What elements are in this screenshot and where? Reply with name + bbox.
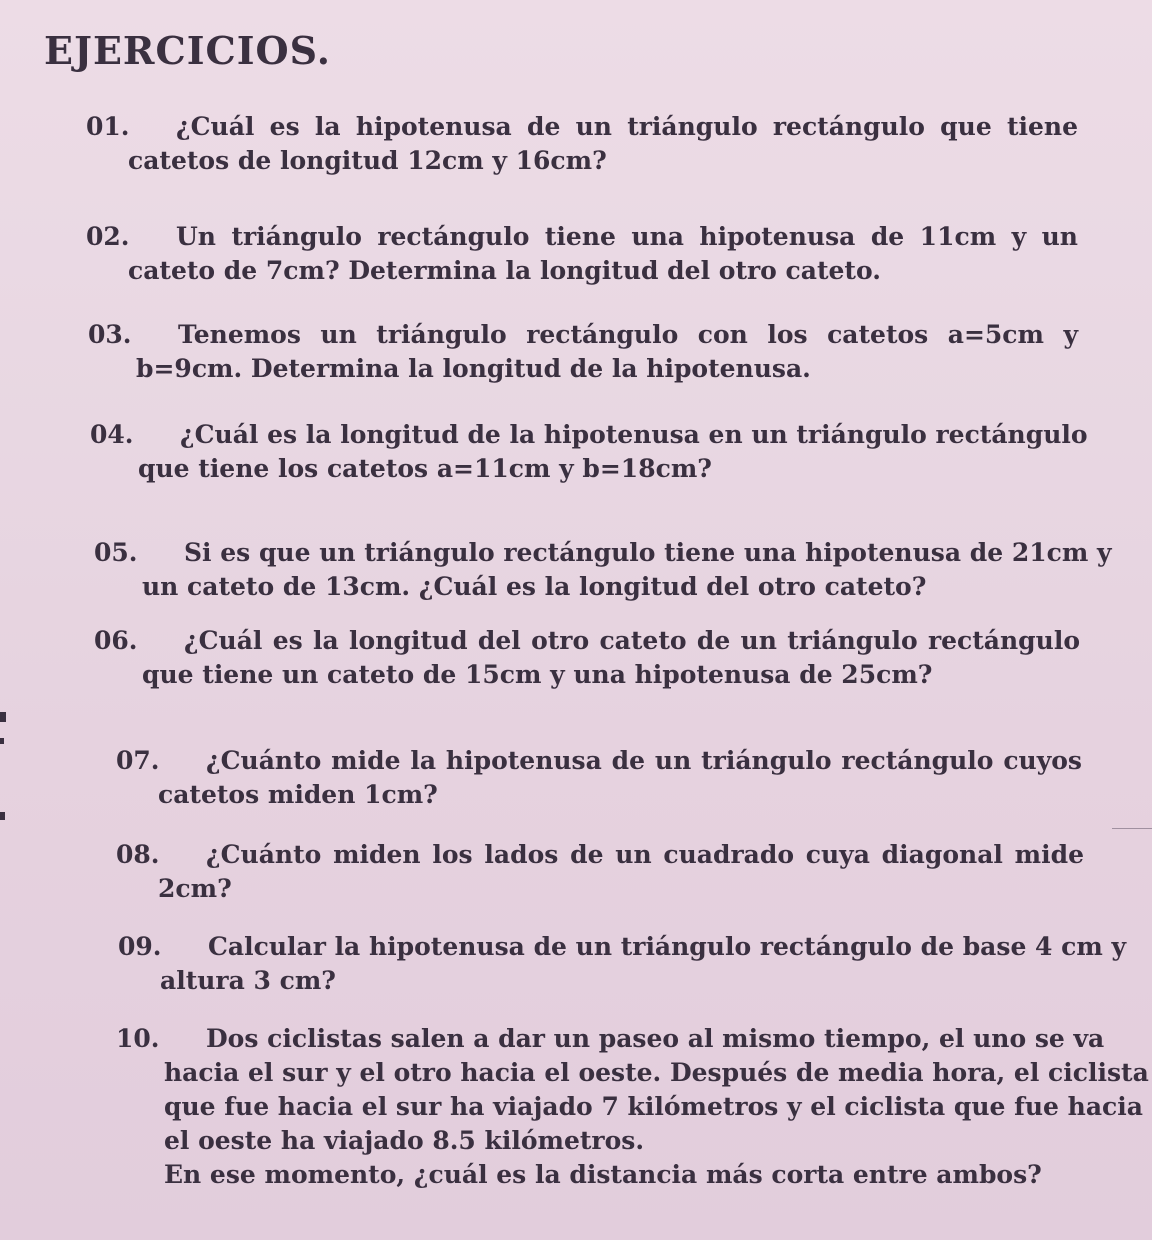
exercise-text-line: ¿Cuál es la hipotenusa de un triángulo rectángulo que tiene [176, 112, 1078, 141]
exercise-number: 10. [116, 1024, 160, 1053]
exercise-07 [116, 744, 1082, 812]
exercise-text-line: altura 3 cm? [160, 966, 336, 995]
exercise-text-line: 2cm? [158, 874, 232, 903]
exercise-number: 06. [94, 626, 138, 655]
exercise-text-line: ¿Cuánto mide la hipotenusa de un triángulo rectángulo cuyos [206, 746, 1082, 775]
exercise-number: 02. [86, 222, 130, 251]
exercise-text-line: hacia el sur y el otro hacia el oeste. Después de media hora, el ciclista [164, 1058, 1149, 1087]
exercise-06 [94, 624, 1080, 692]
exercise-number: 08. [116, 840, 160, 869]
exercise-text-line: catetos miden 1cm? [158, 780, 438, 809]
exercise-number: 07. [116, 746, 160, 775]
exercise-03 [88, 318, 1078, 386]
exercise-text-line: el oeste ha viajado 8.5 kilómetros. [164, 1126, 645, 1155]
paper-edge-mark [0, 738, 4, 744]
exercise-08 [116, 838, 1084, 906]
exercise-text-line: Si es que un triángulo rectángulo tiene una hipotenusa de 21cm y [184, 538, 1112, 567]
exercise-text-line: Tenemos un triángulo rectángulo con los catetos a=5cm y [178, 320, 1078, 349]
exercise-text-line: que tiene los catetos a=11cm y b=18cm? [138, 454, 712, 483]
exercise-02 [86, 220, 1078, 288]
page-title: EJERCICIOS. [44, 28, 331, 73]
exercise-01 [86, 110, 1078, 178]
exercise-text-line: Dos ciclistas salen a dar un paseo al mismo tiempo, el uno se va [206, 1024, 1105, 1053]
exercise-text-line: un cateto de 13cm. ¿Cuál es la longitud del otro cateto? [142, 572, 927, 601]
exercise-number: 09. [118, 932, 162, 961]
paper-edge-mark [1112, 828, 1152, 829]
paper-edge-mark [0, 812, 5, 820]
exercise-text-line: Calcular la hipotenusa de un triángulo rectángulo de base 4 cm y [208, 932, 1127, 961]
exercise-number: 01. [86, 112, 130, 141]
exercise-text-line: cateto de 7cm? Determina la longitud del otro cateto. [128, 256, 881, 285]
exercise-10 [116, 1022, 1149, 1192]
exercise-text-line: que tiene un cateto de 15cm y una hipotenusa de 25cm? [142, 660, 933, 689]
paper-edge-mark [0, 712, 6, 722]
exercise-text-line: b=9cm. Determina la longitud de la hipotenusa. [136, 354, 811, 383]
exercise-09 [118, 930, 1127, 998]
exercise-text-line: ¿Cuál es la longitud del otro cateto de un triángulo rectángulo [184, 626, 1080, 655]
exercise-text-line: Un triángulo rectángulo tiene una hipotenusa de 11cm y un [176, 222, 1078, 251]
exercise-text-line: catetos de longitud 12cm y 16cm? [128, 146, 607, 175]
exercise-text-line: que fue hacia el sur ha viajado 7 kilómetros y el ciclista que fue hacia [164, 1092, 1143, 1121]
exercise-text-line: ¿Cuánto miden los lados de un cuadrado cuya diagonal mide [206, 840, 1084, 869]
exercise-text-line: En ese momento, ¿cuál es la distancia más corta entre ambos? [164, 1160, 1042, 1189]
exercise-number: 04. [90, 420, 134, 449]
exercise-number: 05. [94, 538, 138, 567]
exercise-04 [90, 418, 1088, 486]
exercise-text-line: ¿Cuál es la longitud de la hipotenusa en un triángulo rectángulo [180, 420, 1088, 449]
exercise-05 [94, 536, 1112, 604]
exercise-number: 03. [88, 320, 132, 349]
